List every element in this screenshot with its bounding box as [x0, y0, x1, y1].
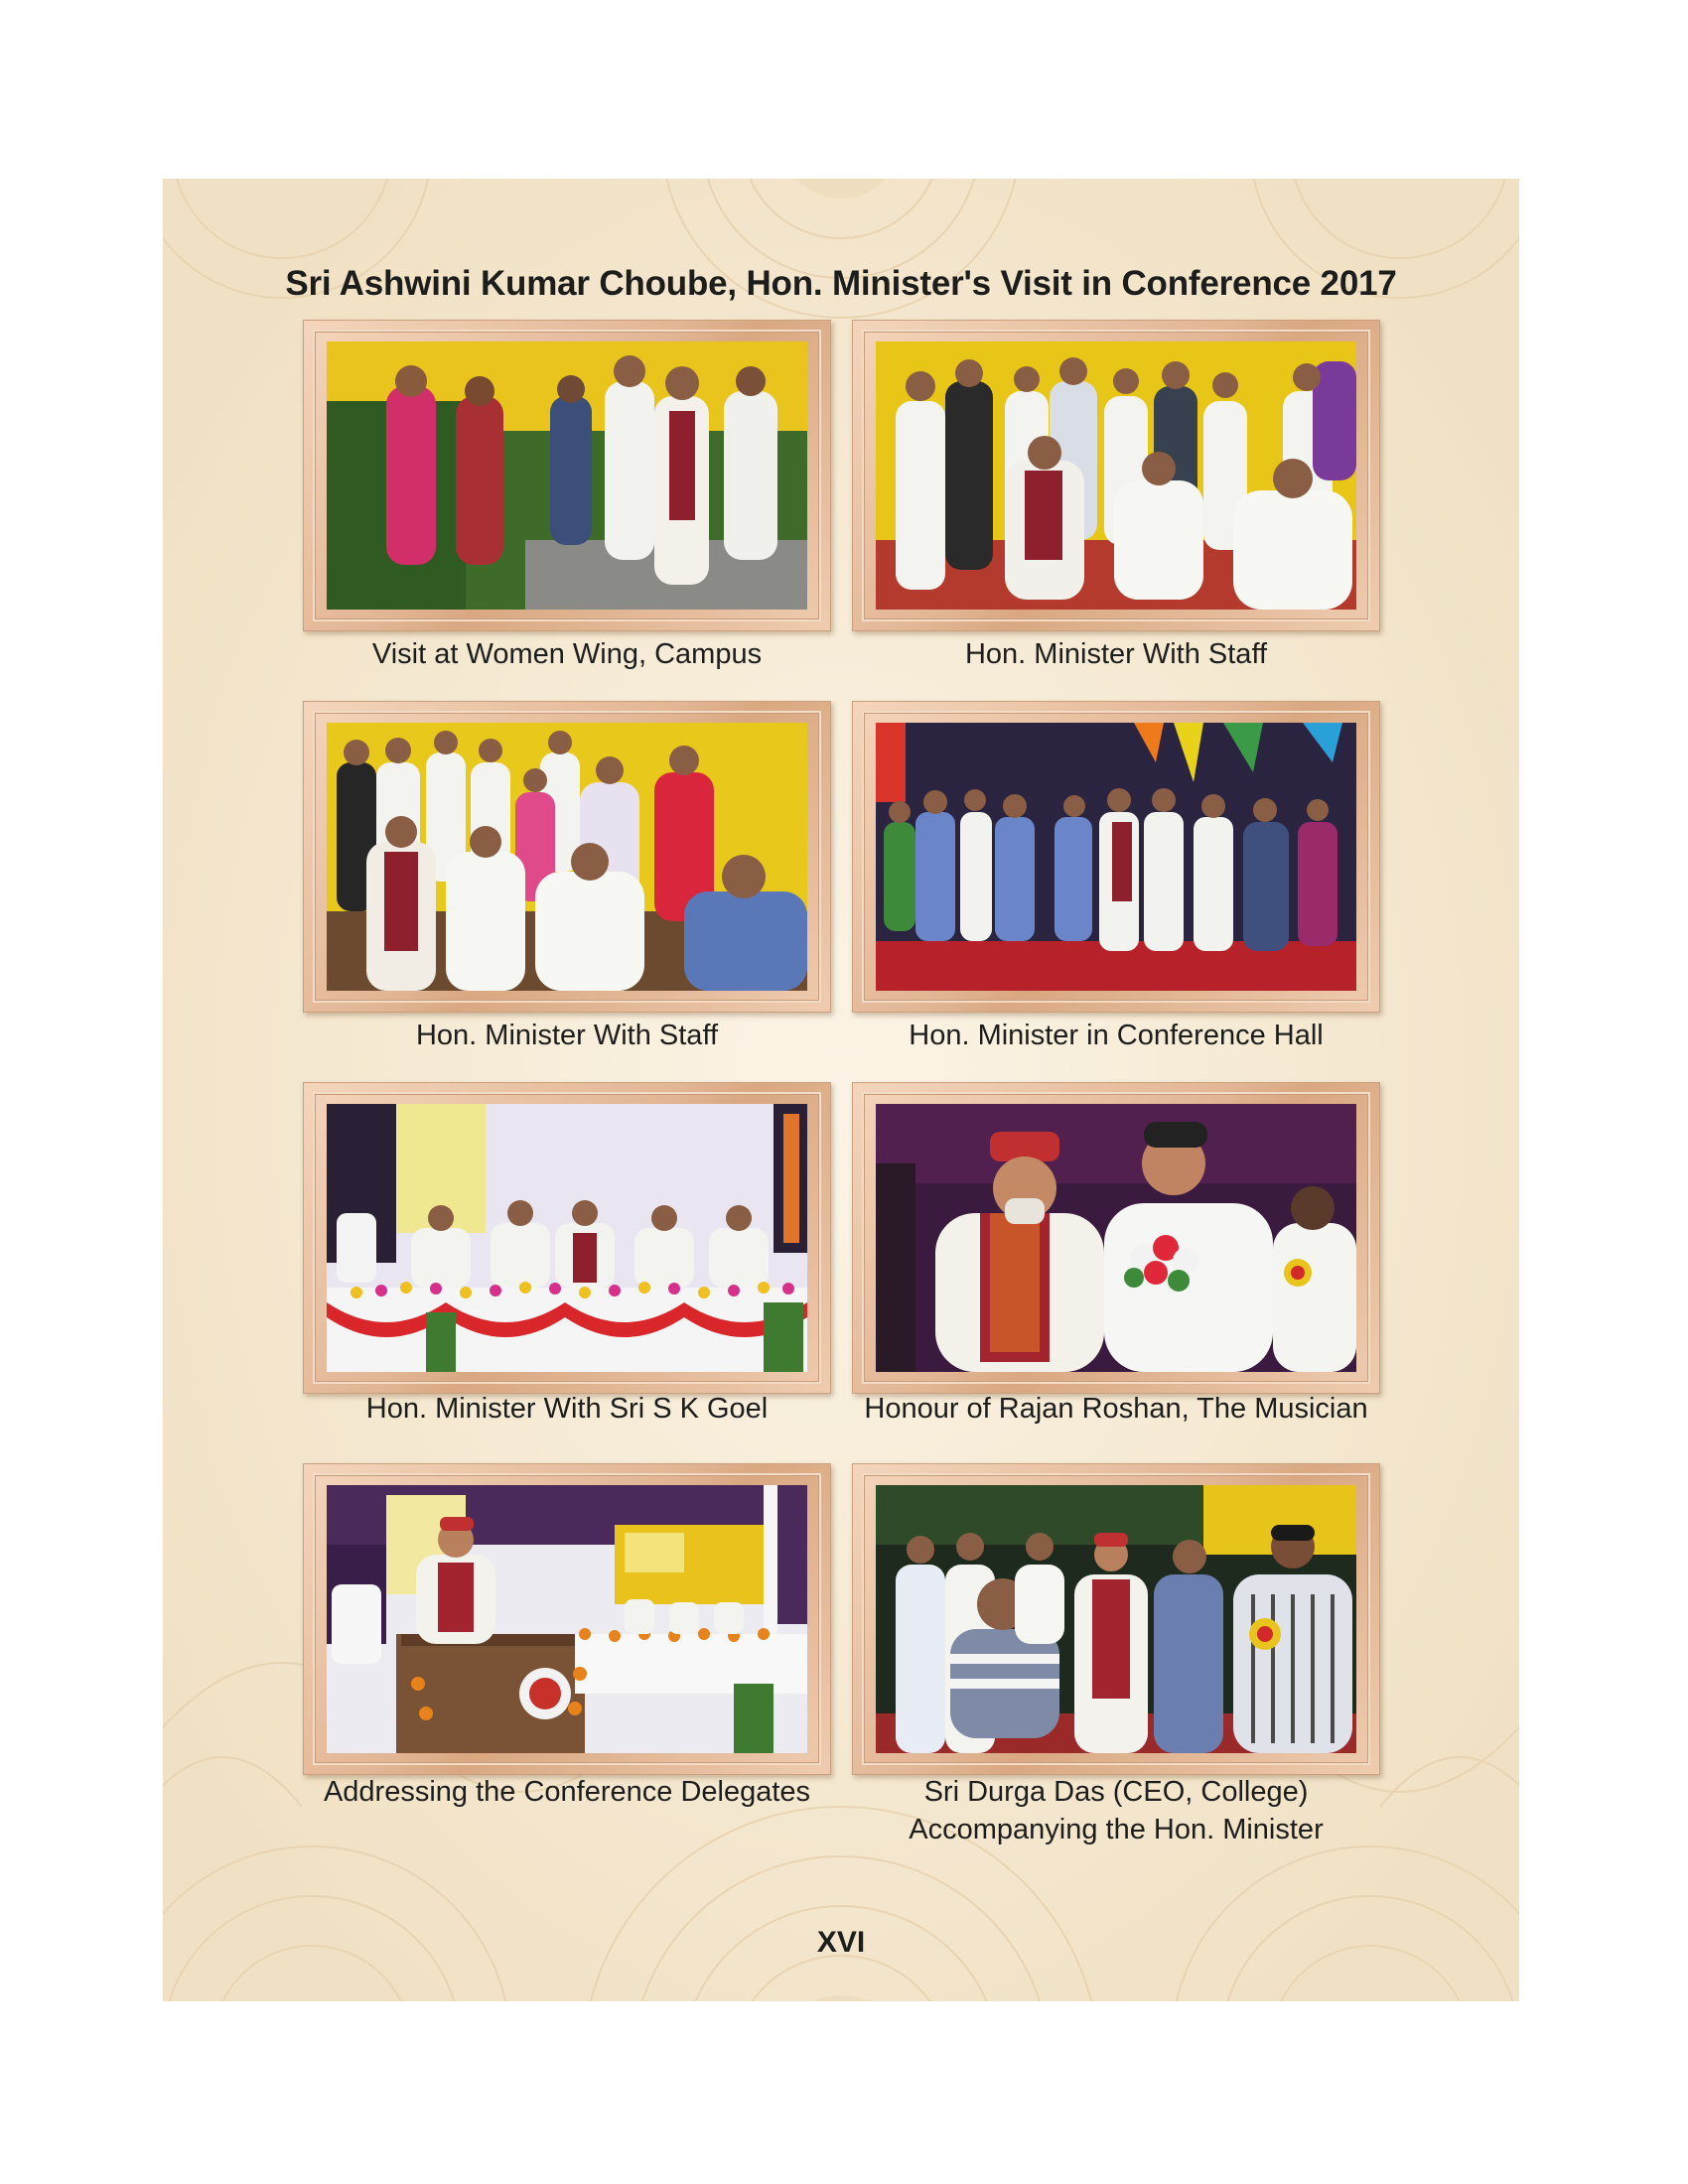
photo-bouquet: [876, 1104, 1356, 1372]
caption-1: Visit at Women Wing, Campus: [371, 638, 763, 670]
photo-frame-3: [303, 701, 831, 1013]
caption-5: Hon. Minister With Sri S K Goel: [365, 1393, 769, 1425]
photo-staff-seated: [876, 341, 1356, 610]
photo-frame-7: [303, 1463, 831, 1775]
photo-frame-4: [852, 701, 1380, 1013]
photo-frame-5: [303, 1082, 831, 1394]
caption-8-line-1: Sri Durga Das (CEO, College): [923, 1776, 1309, 1808]
caption-7: Addressing the Conference Delegates: [323, 1776, 811, 1808]
photo-women-wing: [327, 341, 807, 610]
caption-4: Hon. Minister in Conference Hall: [909, 1020, 1324, 1051]
caption-2: Hon. Minister With Staff: [964, 638, 1268, 670]
photo-frame-1: [303, 320, 831, 631]
photo-walkway: [876, 1485, 1356, 1753]
photo-conference-hall: [876, 723, 1356, 991]
photo-dais: [327, 1104, 807, 1372]
caption-3: Hon. Minister With Staff: [415, 1020, 719, 1051]
photo-frame-6: [852, 1082, 1380, 1394]
photo-frame-2: [852, 320, 1380, 631]
photo-staff-group: [327, 723, 807, 991]
photo-frame-8: [852, 1463, 1380, 1775]
page-title: Sri Ashwini Kumar Choube, Hon. Minister's Visit in Conference 2017: [285, 264, 1397, 303]
page-number: XVI: [816, 1926, 866, 1959]
caption-8: [818, 1773, 1414, 1848]
photo-podium: [327, 1485, 807, 1753]
album-page: [163, 179, 1519, 2001]
caption-6: Honour of Rajan Roshan, The Musician: [864, 1393, 1368, 1425]
caption-8-line-2: Accompanying the Hon. Minister: [909, 1814, 1324, 1845]
